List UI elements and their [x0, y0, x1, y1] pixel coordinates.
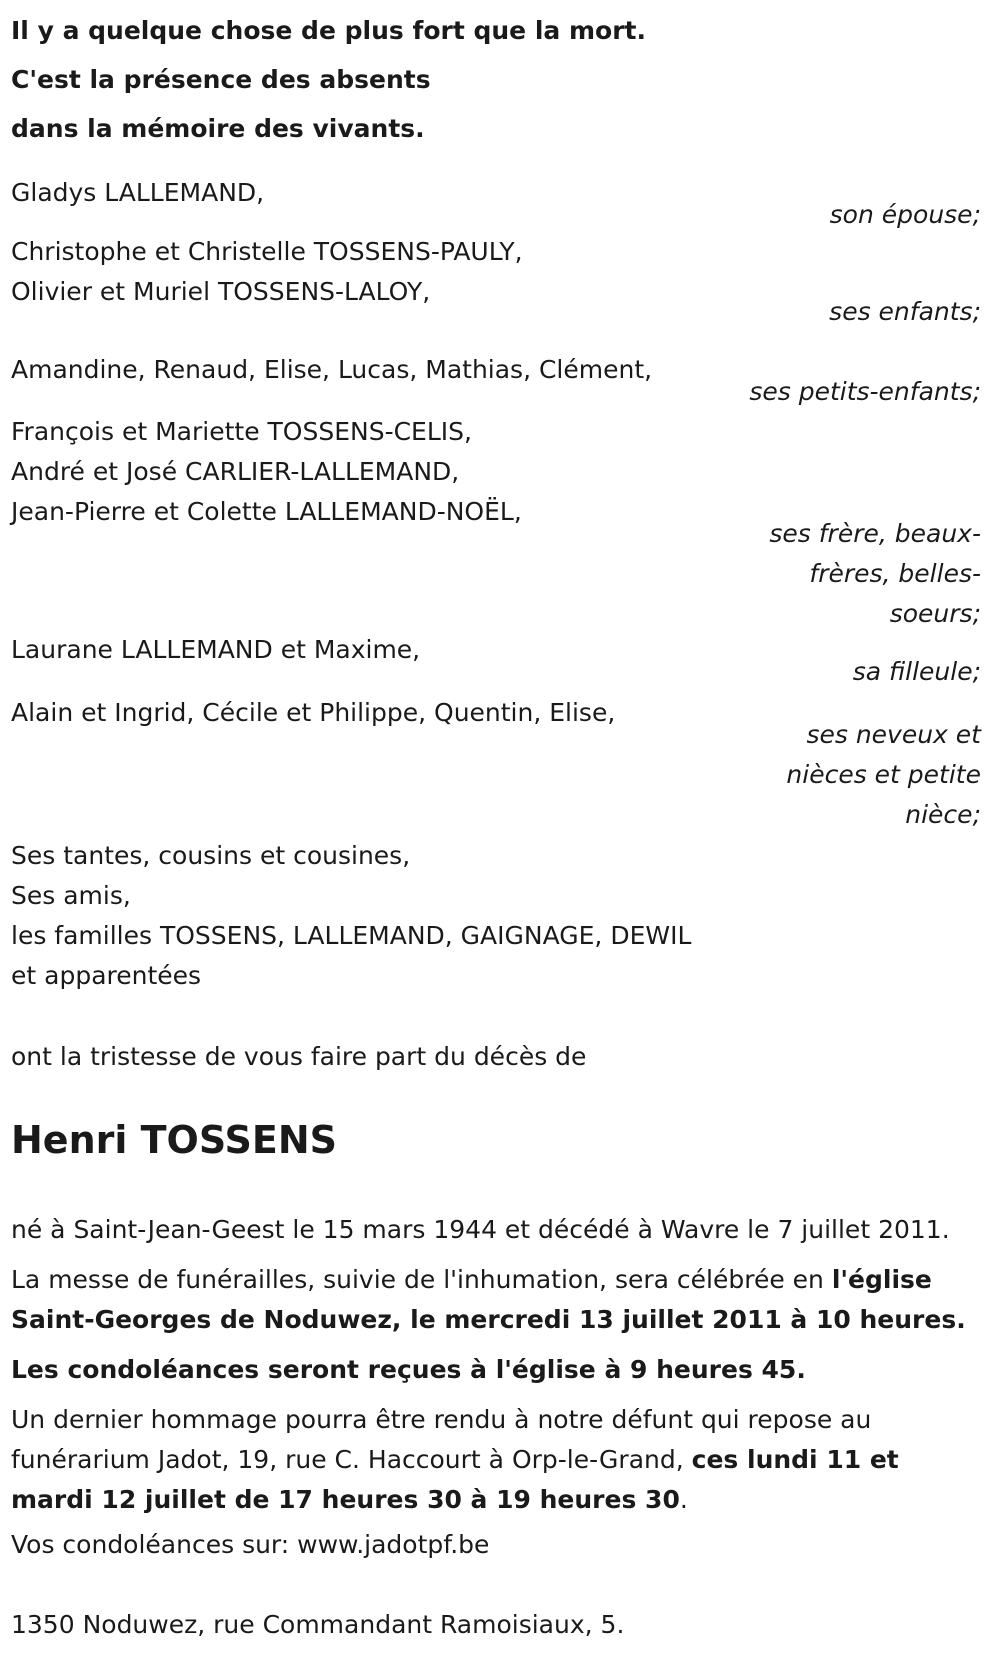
family-group-children	[11, 232, 991, 332]
other-relatives-line: Ses tantes, cousins et cousines,	[11, 841, 411, 870]
quote-line: dans la mémoire des vivants.	[11, 114, 425, 143]
family-name-line: Amandine, Renaud, Elise, Lucas, Mathias, Clément,	[11, 355, 653, 384]
quote-line: Il y a quelque chose de plus fort que la mort.	[11, 16, 646, 45]
role-line: son épouse;	[829, 200, 981, 229]
family-group-spouse	[11, 173, 991, 238]
tribute-text	[11, 1400, 986, 1520]
opening-quote	[11, 6, 646, 153]
online-condolences-text: Vos condoléances sur: www.jadotpf.be	[11, 1530, 490, 1559]
family-role	[786, 715, 981, 835]
family-role	[769, 514, 981, 634]
family-role	[829, 292, 981, 332]
family-role	[749, 372, 981, 412]
church-condolences-text: Les condoléances seront reçues à l'église à 9 heures 45.	[11, 1355, 806, 1384]
family-group-goddaughter	[11, 630, 991, 690]
other-relatives-line: les familles TOSSENS, LALLEMAND, GAIGNAGE, DEWIL	[11, 921, 692, 950]
birth-death-text: né à Saint-Jean-Geest le 15 mars 1944 et décédé à Wavre le 7 juillet 2011.	[11, 1215, 950, 1244]
deceased-name: Henri TOSSENS	[11, 1118, 338, 1162]
other-relatives-line: et apparentées	[11, 961, 202, 990]
family-name-line: Christophe et Christelle TOSSENS-PAULY,	[11, 237, 523, 266]
family-group-nephews-nieces	[11, 693, 991, 833]
quote-line: C'est la présence des absents	[11, 65, 431, 94]
family-group-siblings	[11, 412, 991, 628]
role-line: nièces et petite	[786, 760, 981, 789]
family-name-line: Olivier et Muriel TOSSENS-LALOY,	[11, 277, 431, 306]
tribute-bold: ces lundi 11 et mardi 12 juillet de 17 heures 30 à 19 heures 30	[11, 1445, 899, 1514]
family-name-line: Jean-Pierre et Colette LALLEMAND-NOËL,	[11, 497, 522, 526]
role-line: nièce;	[905, 800, 981, 829]
family-role	[830, 195, 981, 235]
family-name-line: Laurane LALLEMAND et Maxime,	[11, 635, 421, 664]
funeral-bold: l'église Saint-Georges de Noduwez, le mercredi 13 juillet 2011 à 10 heures.	[11, 1265, 966, 1334]
address-text: 1350 Noduwez, rue Commandant Ramoisiaux, 5.	[11, 1610, 625, 1639]
role-line: frères, belles-	[809, 559, 981, 588]
family-names	[11, 630, 991, 670]
family-name-line: André et José CARLIER-LALLEMAND,	[11, 457, 460, 486]
family-name-line: Gladys LALLEMAND,	[11, 178, 265, 207]
other-relatives-line: Ses amis,	[11, 881, 131, 910]
role-line: ses neveux et	[806, 720, 981, 749]
role-line: ses frère, beaux-	[769, 519, 981, 548]
announcement-text: ont la tristesse de vous faire part du décès de	[11, 1042, 587, 1071]
role-line: sa filleule;	[852, 657, 981, 686]
family-name-line: François et Mariette TOSSENS-CELIS,	[11, 417, 472, 446]
role-line: soeurs;	[889, 599, 981, 628]
tribute-plain: Un dernier hommage pourra être rendu à notre défunt qui repose au funérarium Jadot, 19, rue C. Haccourt à Orp-le-Grand,	[11, 1405, 872, 1474]
role-line: ses enfants;	[829, 297, 981, 326]
role-line: ses petits-enfants;	[749, 377, 981, 406]
tribute-end: .	[679, 1485, 688, 1514]
family-role	[853, 652, 981, 692]
other-relatives	[11, 836, 991, 996]
funeral-plain: La messe de funérailles, suivie de l'inhumation, sera célébrée en	[11, 1265, 832, 1294]
funeral-text	[11, 1260, 986, 1340]
family-name-line: Alain et Ingrid, Cécile et Philippe, Quentin, Elise,	[11, 698, 616, 727]
family-group-grandchildren	[11, 350, 991, 410]
